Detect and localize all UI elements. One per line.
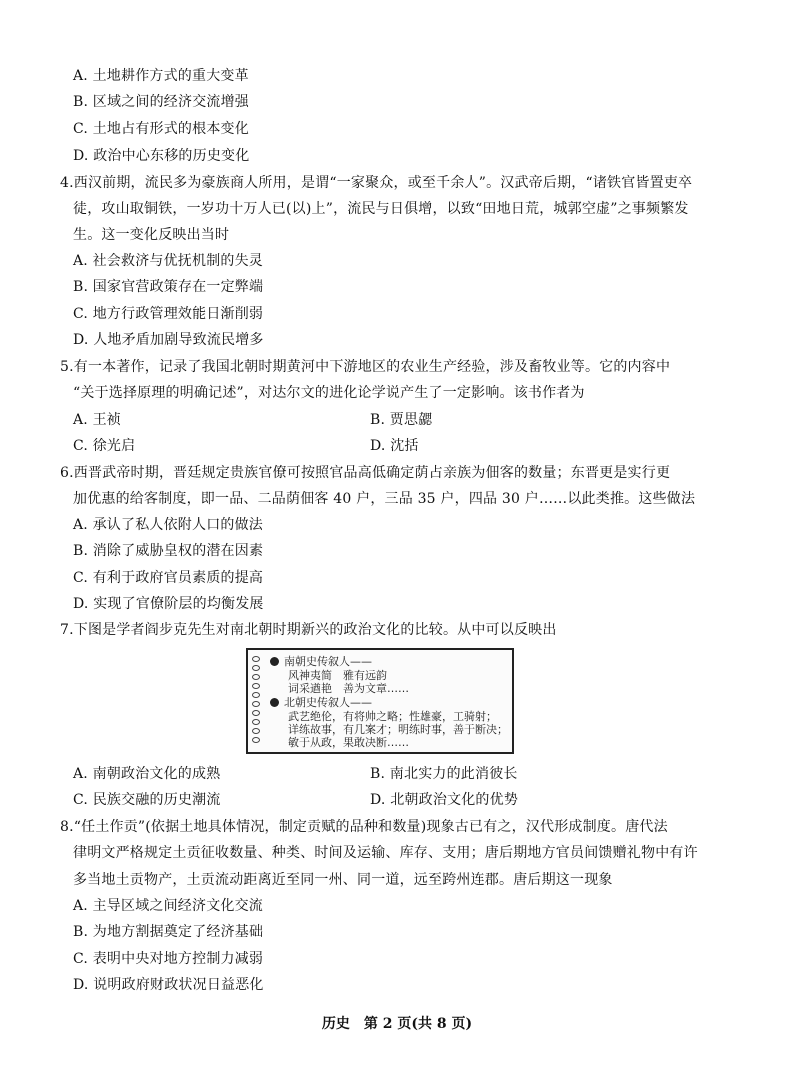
q8-option-d: D. 说明政府财政状况日益恶化 [73,977,264,993]
q8-stem-line-1: 8.“任土作贡”(依据土地具体情况，制定贡赋的品种和数量)现象古已有之，汉代形成制度。唐代法 [60,819,668,835]
q3-option-d: D. 政治中心东移的历史变化 [73,148,250,164]
south-dynasty-line-1: 风神夷简 雅有远韵 [288,669,387,682]
bullet-icon [270,657,279,666]
q5-option-d: D. 沈括 [370,438,419,454]
q6-option-d: D. 实现了官僚阶层的均衡发展 [73,596,264,612]
q7-figure-notebook [246,648,514,754]
q6-option-b: B. 消除了威胁皇权的潜在因素 [73,543,264,559]
q6-stem-line-1: 6.西晋武帝时期，晋廷规定贵族官僚可按照官品高低确定荫占亲族为佃客的数量；东晋更是实行更 [60,465,671,481]
q6-option-c: C. 有利于政府官员素质的提高 [73,570,264,586]
north-dynasty-line-2: 详练故事，有几案才；明练时事，善于断决； [288,723,508,736]
page-footer: 历史 第 2 页(共 8 页) [321,1016,473,1032]
q4-option-d: D. 人地矛盾加剧导致流民增多 [73,332,264,348]
q4-option-b: B. 国家官营政策存在一定弊端 [73,279,264,295]
q3-option-b: B. 区域之间的经济交流增强 [73,94,249,110]
q5-option-b: B. 贾思勰 [370,412,433,428]
q8-option-b: B. 为地方割据奠定了经济基础 [73,924,264,940]
q4-stem-line-2: 徒，攻山取铜铁，一岁功十万人已(以)上”，流民与日俱增，以致“田地日荒，城郭空虚”之事频繁发 [73,201,689,217]
north-dynasty-line-3: 敏于从政，果敢决断…… [288,736,409,749]
q7-option-c: C. 民族交融的历史潮流 [73,792,221,808]
q4-stem-line-3: 生。这一变化反映出当时 [73,227,230,243]
q7-option-a: A. 南朝政治文化的成熟 [73,766,221,782]
q7-option-b: B. 南北实力的此消彼长 [370,766,518,782]
south-dynasty-title: 南朝史传叙人—— [284,655,372,668]
q5-stem-line-1: 5.有一本著作，记录了我国北朝时期黄河中下游地区的农业生产经验，涉及畜牧业等。它的内容中 [60,359,671,375]
north-dynasty-line-1: 武艺绝伦，有将帅之略；性雄豪，工骑射； [288,710,497,723]
q7-option-d: D. 北朝政治文化的优势 [370,792,519,808]
q6-option-a: A. 承认了私人依附人口的做法 [73,517,264,533]
q5-option-a: A. 王祯 [73,412,122,428]
q8-option-a: A. 主导区域之间经济文化交流 [73,898,264,914]
q6-stem-line-2: 加优惠的给客制度，即一品、二品荫佃客 40 户，三品 35 户，四品 30 户……以此类推。这些做法 [73,491,696,507]
notebook-spiral-icon [252,656,262,748]
q8-option-c: C. 表明中央对地方控制力减弱 [73,951,264,967]
q7-stem: 7.下图是学者阎步克先生对南北朝时期新兴的政治文化的比较。从中可以反映出 [60,622,557,638]
q4-stem-line-1: 4.西汉前期，流民多为豪族商人所用，是谓“一家聚众，或至千余人”。汉武帝后期，“诸铁官皆置吏卒 [60,175,693,191]
q8-stem-line-3: 多当地土贡物产，土贡流动距离近至同一州、同一道，远至跨州连郡。唐后期这一现象 [73,872,613,888]
north-dynasty-title: 北朝史传叙人—— [284,696,372,709]
q5-option-c: C. 徐光启 [73,438,136,454]
q4-option-c: C. 地方行政管理效能日渐削弱 [73,306,264,322]
q4-option-a: A. 社会救济与优抚机制的失灵 [73,253,264,269]
q3-option-c: C. 土地占有形式的根本变化 [73,121,249,137]
q5-stem-line-2: “关于选择原理的明确记述”，对达尔文的进化论学说产生了一定影响。该书作者为 [73,385,585,401]
south-dynasty-line-2: 词采遒艳 善为文章…… [288,682,409,695]
bullet-icon [270,698,279,707]
q3-option-a: A. 土地耕作方式的重大变革 [73,68,249,84]
q8-stem-line-2: 律明文严格规定土贡征收数量、种类、时间及运输、库存、支用；唐后期地方官员间馈赠礼物中有许 [73,845,698,861]
